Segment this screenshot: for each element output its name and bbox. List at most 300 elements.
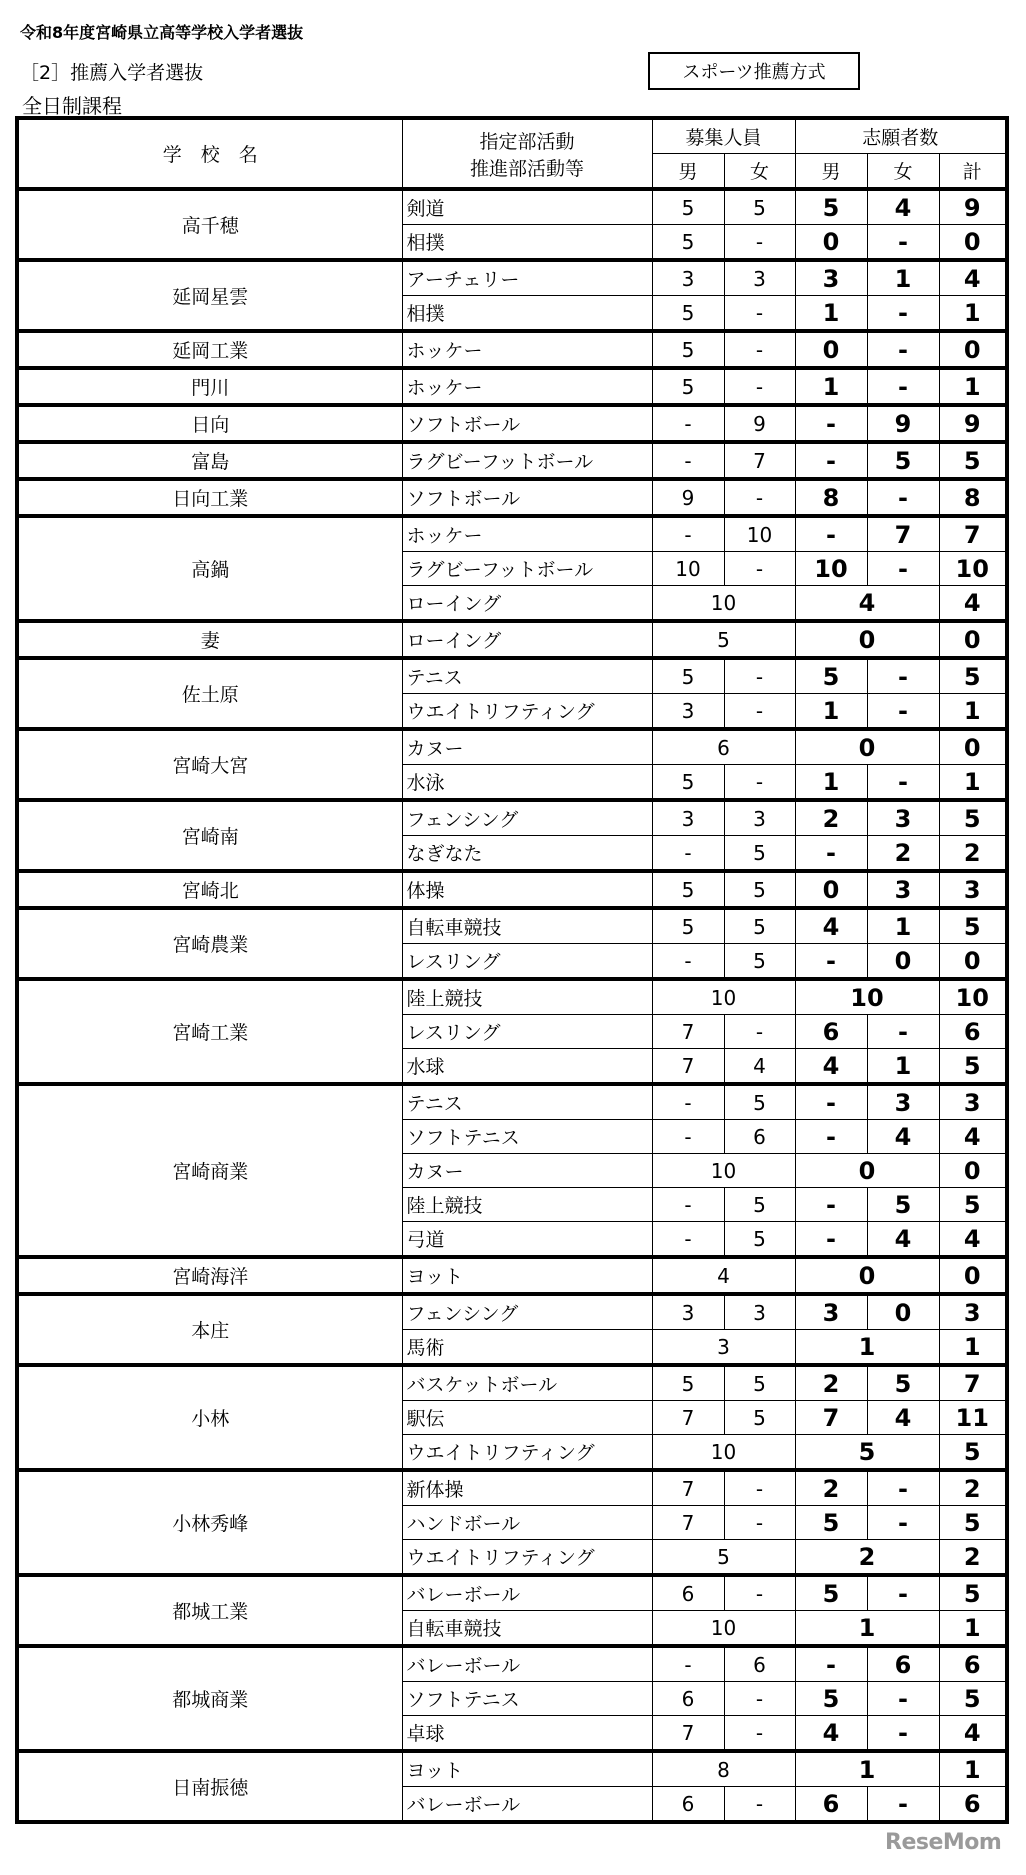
applicants-table [15, 116, 1009, 1824]
recruit-male: 3 [652, 260, 724, 296]
applicants-female: - [867, 658, 939, 694]
recruit-female: 5 [724, 189, 795, 225]
activity-name: 新体操 [402, 1470, 652, 1506]
activity-name: カヌー [402, 729, 652, 765]
applicants-total: 6 [939, 1015, 1007, 1049]
applicants-male: - [795, 944, 867, 980]
course-label: 全日制課程 [22, 94, 122, 118]
applicants-total: 9 [939, 189, 1007, 225]
applicants-male: 10 [795, 552, 867, 586]
activity-name: なぎなた [402, 836, 652, 872]
applicants-male: - [795, 1222, 867, 1258]
table-row [17, 331, 1007, 368]
recruit-male: 5 [652, 871, 724, 908]
school-name: 小林 [17, 1365, 402, 1470]
activity-name: カヌー [402, 1154, 652, 1188]
recruit-male: 7 [652, 1401, 724, 1435]
applicants-female: 3 [867, 871, 939, 908]
table-row [17, 479, 1007, 516]
selection-subtitle: ［2］推薦入学者選抜 [20, 62, 204, 84]
applicants-female: 4 [867, 1401, 939, 1435]
recruit-female: 5 [724, 1401, 795, 1435]
school-name: 佐土原 [17, 658, 402, 729]
school-name: 延岡工業 [17, 331, 402, 368]
activity-name: テニス [402, 658, 652, 694]
activity-name: ヨット [402, 1751, 652, 1787]
recruit-male: 7 [652, 1049, 724, 1085]
applicants-male: 1 [795, 296, 867, 332]
applicants-combined: 0 [795, 621, 939, 658]
applicants-female: 4 [867, 189, 939, 225]
school-name: 日南振徳 [17, 1751, 402, 1822]
recruit-female: - [724, 1506, 795, 1540]
applicants-combined: 1 [795, 1611, 939, 1647]
applicants-total: 4 [939, 1120, 1007, 1154]
activity-name: フェンシング [402, 1294, 652, 1330]
recruit-male: 5 [652, 1365, 724, 1401]
applicants-total: 5 [939, 658, 1007, 694]
recruit-male: 6 [652, 1787, 724, 1823]
recruit-female: 5 [724, 1188, 795, 1222]
recruit-female: - [724, 368, 795, 405]
applicants-combined: 10 [795, 979, 939, 1015]
recruit-male: 10 [652, 552, 724, 586]
applicants-female: - [867, 479, 939, 516]
applicants-total: 2 [939, 836, 1007, 872]
document-title: 令和8年度宮崎県立高等学校入学者選抜 [20, 23, 304, 42]
table-row [17, 1084, 1007, 1120]
activity-name: バスケットボール [402, 1365, 652, 1401]
activity-name: ソフトボール [402, 405, 652, 442]
recruit-male: - [652, 1084, 724, 1120]
table-row [17, 1257, 1007, 1294]
applicants-male: 5 [795, 1682, 867, 1716]
school-name: 宮崎農業 [17, 908, 402, 979]
activity-name: 弓道 [402, 1222, 652, 1258]
applicants-total: 0 [939, 225, 1007, 261]
activity-name: ハンドボール [402, 1506, 652, 1540]
applicants-female: 3 [867, 800, 939, 836]
activity-name: ヨット [402, 1257, 652, 1294]
applicants-total: 1 [939, 694, 1007, 730]
applicants-male: - [795, 516, 867, 552]
applicants-male: 4 [795, 908, 867, 944]
applicants-male: 1 [795, 694, 867, 730]
recruit-female: - [724, 1682, 795, 1716]
applicants-total: 4 [939, 586, 1007, 622]
recruit-female: - [724, 1015, 795, 1049]
recruit-male: 7 [652, 1015, 724, 1049]
school-name: 高鍋 [17, 516, 402, 621]
applicants-total: 0 [939, 944, 1007, 980]
applicants-combined: 4 [795, 586, 939, 622]
recruit-female: 5 [724, 871, 795, 908]
school-name: 富島 [17, 442, 402, 479]
applicants-female: 5 [867, 442, 939, 479]
applicants-female: 3 [867, 1084, 939, 1120]
header-applicants: 志願者数 [795, 118, 1007, 154]
recruit-female: 5 [724, 1084, 795, 1120]
activity-name: 水泳 [402, 765, 652, 801]
recruit-female: - [724, 1716, 795, 1752]
applicants-combined: 5 [795, 1435, 939, 1471]
table-row [17, 368, 1007, 405]
activity-name: レスリング [402, 944, 652, 980]
recruit-male: 5 [652, 765, 724, 801]
activity-name: ラグビーフットボール [402, 552, 652, 586]
table-row [17, 1575, 1007, 1611]
applicants-total: 4 [939, 1222, 1007, 1258]
applicants-female: 6 [867, 1646, 939, 1682]
recruit-male: - [652, 836, 724, 872]
recruit-female: 3 [724, 800, 795, 836]
recruit-combined: 10 [652, 586, 795, 622]
recruit-female: - [724, 1575, 795, 1611]
applicants-total: 3 [939, 1294, 1007, 1330]
activity-name: ローイング [402, 621, 652, 658]
school-name: 小林秀峰 [17, 1470, 402, 1575]
applicants-male: 7 [795, 1401, 867, 1435]
activity-name: ラグビーフットボール [402, 442, 652, 479]
applicants-total: 6 [939, 1646, 1007, 1682]
school-name: 宮崎北 [17, 871, 402, 908]
recruit-female: - [724, 1787, 795, 1823]
applicants-male: - [795, 1188, 867, 1222]
applicants-total: 1 [939, 1330, 1007, 1366]
school-name: 都城工業 [17, 1575, 402, 1646]
header-app-female: 女 [867, 154, 939, 190]
recruit-female: 9 [724, 405, 795, 442]
applicants-female: - [867, 1506, 939, 1540]
applicants-total: 5 [939, 442, 1007, 479]
method-box: スポーツ推薦方式 [648, 52, 860, 90]
applicants-male: 6 [795, 1015, 867, 1049]
recruit-male: 5 [652, 189, 724, 225]
recruit-female: 10 [724, 516, 795, 552]
applicants-total: 5 [939, 1506, 1007, 1540]
recruit-female: 5 [724, 1222, 795, 1258]
activity-name: ローイング [402, 586, 652, 622]
applicants-male: - [795, 1084, 867, 1120]
activity-name: レスリング [402, 1015, 652, 1049]
applicants-female: 5 [867, 1365, 939, 1401]
applicants-male: 2 [795, 1470, 867, 1506]
table-row [17, 1470, 1007, 1506]
applicants-female: 9 [867, 405, 939, 442]
applicants-combined: 1 [795, 1751, 939, 1787]
applicants-male: - [795, 1646, 867, 1682]
applicants-total: 5 [939, 800, 1007, 836]
applicants-male: - [795, 1120, 867, 1154]
table-row [17, 979, 1007, 1015]
recruit-combined: 4 [652, 1257, 795, 1294]
activity-name: 陸上競技 [402, 1188, 652, 1222]
recruit-male: - [652, 442, 724, 479]
recruit-male: - [652, 1222, 724, 1258]
recruit-female: - [724, 1470, 795, 1506]
table-row [17, 1365, 1007, 1401]
applicants-female: 1 [867, 260, 939, 296]
activity-name: 馬術 [402, 1330, 652, 1366]
activity-name: 相撲 [402, 225, 652, 261]
recruit-female: 5 [724, 1365, 795, 1401]
recruit-male: 5 [652, 658, 724, 694]
recruit-combined: 10 [652, 979, 795, 1015]
applicants-female: - [867, 1716, 939, 1752]
activity-name: テニス [402, 1084, 652, 1120]
applicants-total: 3 [939, 871, 1007, 908]
applicants-male: 8 [795, 479, 867, 516]
table-row [17, 260, 1007, 296]
header-school: 学 校 名 [17, 118, 402, 189]
header-recruit-female: 女 [724, 154, 795, 190]
applicants-total: 4 [939, 260, 1007, 296]
applicants-female: - [867, 1575, 939, 1611]
applicants-male: 2 [795, 1365, 867, 1401]
applicants-total: 10 [939, 552, 1007, 586]
applicants-male: 3 [795, 260, 867, 296]
table-row [17, 1646, 1007, 1682]
table-row [17, 189, 1007, 225]
applicants-total: 5 [939, 1435, 1007, 1471]
applicants-female: - [867, 331, 939, 368]
recruit-male: - [652, 405, 724, 442]
table-row [17, 516, 1007, 552]
recruit-combined: 6 [652, 729, 795, 765]
recruit-male: 9 [652, 479, 724, 516]
recruit-combined: 5 [652, 1540, 795, 1576]
applicants-total: 1 [939, 368, 1007, 405]
activity-name: バレーボール [402, 1646, 652, 1682]
recruit-male: 5 [652, 296, 724, 332]
applicants-male: 5 [795, 658, 867, 694]
recruit-male: - [652, 1188, 724, 1222]
activity-name: ウエイトリフティング [402, 1540, 652, 1576]
recruit-male: 7 [652, 1470, 724, 1506]
header-activity [402, 118, 652, 189]
header-recruit-male: 男 [652, 154, 724, 190]
applicants-female: - [867, 765, 939, 801]
recruit-female: - [724, 658, 795, 694]
applicants-total: 1 [939, 1751, 1007, 1787]
applicants-total: 0 [939, 1154, 1007, 1188]
applicants-total: 8 [939, 479, 1007, 516]
table-row [17, 405, 1007, 442]
applicants-total: 4 [939, 1716, 1007, 1752]
recruit-male: 7 [652, 1506, 724, 1540]
recruit-male: - [652, 1120, 724, 1154]
applicants-male: 4 [795, 1049, 867, 1085]
recruit-male: 5 [652, 908, 724, 944]
applicants-female: 7 [867, 516, 939, 552]
applicants-total: 5 [939, 1049, 1007, 1085]
recruit-male: 5 [652, 368, 724, 405]
applicants-combined: 0 [795, 1154, 939, 1188]
table-body [17, 189, 1007, 1822]
activity-name: 水球 [402, 1049, 652, 1085]
activity-name: バレーボール [402, 1787, 652, 1823]
applicants-female: 1 [867, 1049, 939, 1085]
activity-name: ウエイトリフティング [402, 694, 652, 730]
applicants-female: - [867, 1470, 939, 1506]
applicants-male: 4 [795, 1716, 867, 1752]
applicants-female: - [867, 694, 939, 730]
recruit-male: - [652, 516, 724, 552]
table-row [17, 1294, 1007, 1330]
recruit-female: - [724, 765, 795, 801]
applicants-total: 5 [939, 1188, 1007, 1222]
recruit-female: 5 [724, 836, 795, 872]
applicants-total: 0 [939, 1257, 1007, 1294]
header-app-total: 計 [939, 154, 1007, 190]
recruit-female: - [724, 552, 795, 586]
activity-name: ホッケー [402, 331, 652, 368]
recruit-male: - [652, 1646, 724, 1682]
applicants-total: 2 [939, 1470, 1007, 1506]
table-row [17, 442, 1007, 479]
table-row [17, 729, 1007, 765]
table-row [17, 800, 1007, 836]
applicants-male: 1 [795, 765, 867, 801]
applicants-total: 10 [939, 979, 1007, 1015]
recruit-male: 6 [652, 1575, 724, 1611]
school-name: 本庄 [17, 1294, 402, 1365]
recruit-female: 4 [724, 1049, 795, 1085]
applicants-total: 3 [939, 1084, 1007, 1120]
recruit-female: - [724, 331, 795, 368]
activity-name: ホッケー [402, 368, 652, 405]
recruit-male: 6 [652, 1682, 724, 1716]
applicants-male: 5 [795, 1506, 867, 1540]
recruit-combined: 10 [652, 1154, 795, 1188]
applicants-combined: 0 [795, 729, 939, 765]
activity-name: ソフトテニス [402, 1120, 652, 1154]
applicants-total: 7 [939, 1365, 1007, 1401]
recruit-female: 7 [724, 442, 795, 479]
recruit-male: - [652, 944, 724, 980]
school-name: 延岡星雲 [17, 260, 402, 331]
recruit-female: 3 [724, 1294, 795, 1330]
table-row [17, 1751, 1007, 1787]
school-name: 日向 [17, 405, 402, 442]
applicants-total: 5 [939, 1682, 1007, 1716]
recruit-female: - [724, 694, 795, 730]
applicants-male: 5 [795, 1575, 867, 1611]
recruit-male: 5 [652, 225, 724, 261]
applicants-female: - [867, 1682, 939, 1716]
header-app-male: 男 [795, 154, 867, 190]
recruit-male: 7 [652, 1716, 724, 1752]
activity-name: ソフトボール [402, 479, 652, 516]
school-name: 門川 [17, 368, 402, 405]
school-name: 宮崎大宮 [17, 729, 402, 800]
applicants-female: 5 [867, 1188, 939, 1222]
recruit-combined: 8 [652, 1751, 795, 1787]
activity-name: 卓球 [402, 1716, 652, 1752]
table-row [17, 871, 1007, 908]
applicants-female: 0 [867, 1294, 939, 1330]
applicants-total: 6 [939, 1787, 1007, 1823]
activity-name: 陸上競技 [402, 979, 652, 1015]
applicants-male: 6 [795, 1787, 867, 1823]
applicants-combined: 1 [795, 1330, 939, 1366]
applicants-total: 11 [939, 1401, 1007, 1435]
applicants-female: 4 [867, 1120, 939, 1154]
recruit-female: - [724, 479, 795, 516]
recruit-female: 5 [724, 908, 795, 944]
applicants-total: 0 [939, 331, 1007, 368]
applicants-male: 3 [795, 1294, 867, 1330]
recruit-female: 6 [724, 1646, 795, 1682]
applicants-total: 7 [939, 516, 1007, 552]
recruit-male: 5 [652, 331, 724, 368]
recruit-combined: 10 [652, 1435, 795, 1471]
applicants-total: 9 [939, 405, 1007, 442]
applicants-female: 0 [867, 944, 939, 980]
applicants-female: - [867, 368, 939, 405]
school-name: 宮崎工業 [17, 979, 402, 1084]
applicants-female: - [867, 296, 939, 332]
activity-name: ウエイトリフティング [402, 1435, 652, 1471]
applicants-total: 1 [939, 765, 1007, 801]
activity-name: 自転車競技 [402, 1611, 652, 1647]
applicants-male: 1 [795, 368, 867, 405]
applicants-female: - [867, 1015, 939, 1049]
school-name: 宮崎海洋 [17, 1257, 402, 1294]
recruit-female: 6 [724, 1120, 795, 1154]
applicants-male: 0 [795, 331, 867, 368]
header-activity-line1: 指定部活動 [479, 130, 575, 153]
school-name: 妻 [17, 621, 402, 658]
school-name: 日向工業 [17, 479, 402, 516]
table-row [17, 658, 1007, 694]
activity-name: 剣道 [402, 189, 652, 225]
applicants-male: 0 [795, 225, 867, 261]
recruit-female: - [724, 296, 795, 332]
table-row [17, 908, 1007, 944]
school-name: 高千穂 [17, 189, 402, 260]
activity-name: 体操 [402, 871, 652, 908]
activity-name: ホッケー [402, 516, 652, 552]
recruit-combined: 10 [652, 1611, 795, 1647]
applicants-total: 2 [939, 1540, 1007, 1576]
applicants-male: 0 [795, 871, 867, 908]
applicants-female: 1 [867, 908, 939, 944]
applicants-combined: 2 [795, 1540, 939, 1576]
recruit-male: 3 [652, 800, 724, 836]
applicants-female: - [867, 1787, 939, 1823]
applicants-female: - [867, 552, 939, 586]
activity-name: 駅伝 [402, 1401, 652, 1435]
applicants-male: 2 [795, 800, 867, 836]
recruit-combined: 5 [652, 621, 795, 658]
applicants-female: 2 [867, 836, 939, 872]
applicants-total: 0 [939, 621, 1007, 658]
activity-name: アーチェリー [402, 260, 652, 296]
recruit-female: 5 [724, 944, 795, 980]
header-recruit: 募集人員 [652, 118, 795, 154]
applicants-female: 4 [867, 1222, 939, 1258]
applicants-total: 1 [939, 1611, 1007, 1647]
applicants-female: - [867, 225, 939, 261]
applicants-male: - [795, 442, 867, 479]
school-name: 宮崎商業 [17, 1084, 402, 1257]
recruit-female: 3 [724, 260, 795, 296]
activity-name: 自転車競技 [402, 908, 652, 944]
applicants-male: - [795, 405, 867, 442]
applicants-total: 1 [939, 296, 1007, 332]
applicants-male: - [795, 836, 867, 872]
